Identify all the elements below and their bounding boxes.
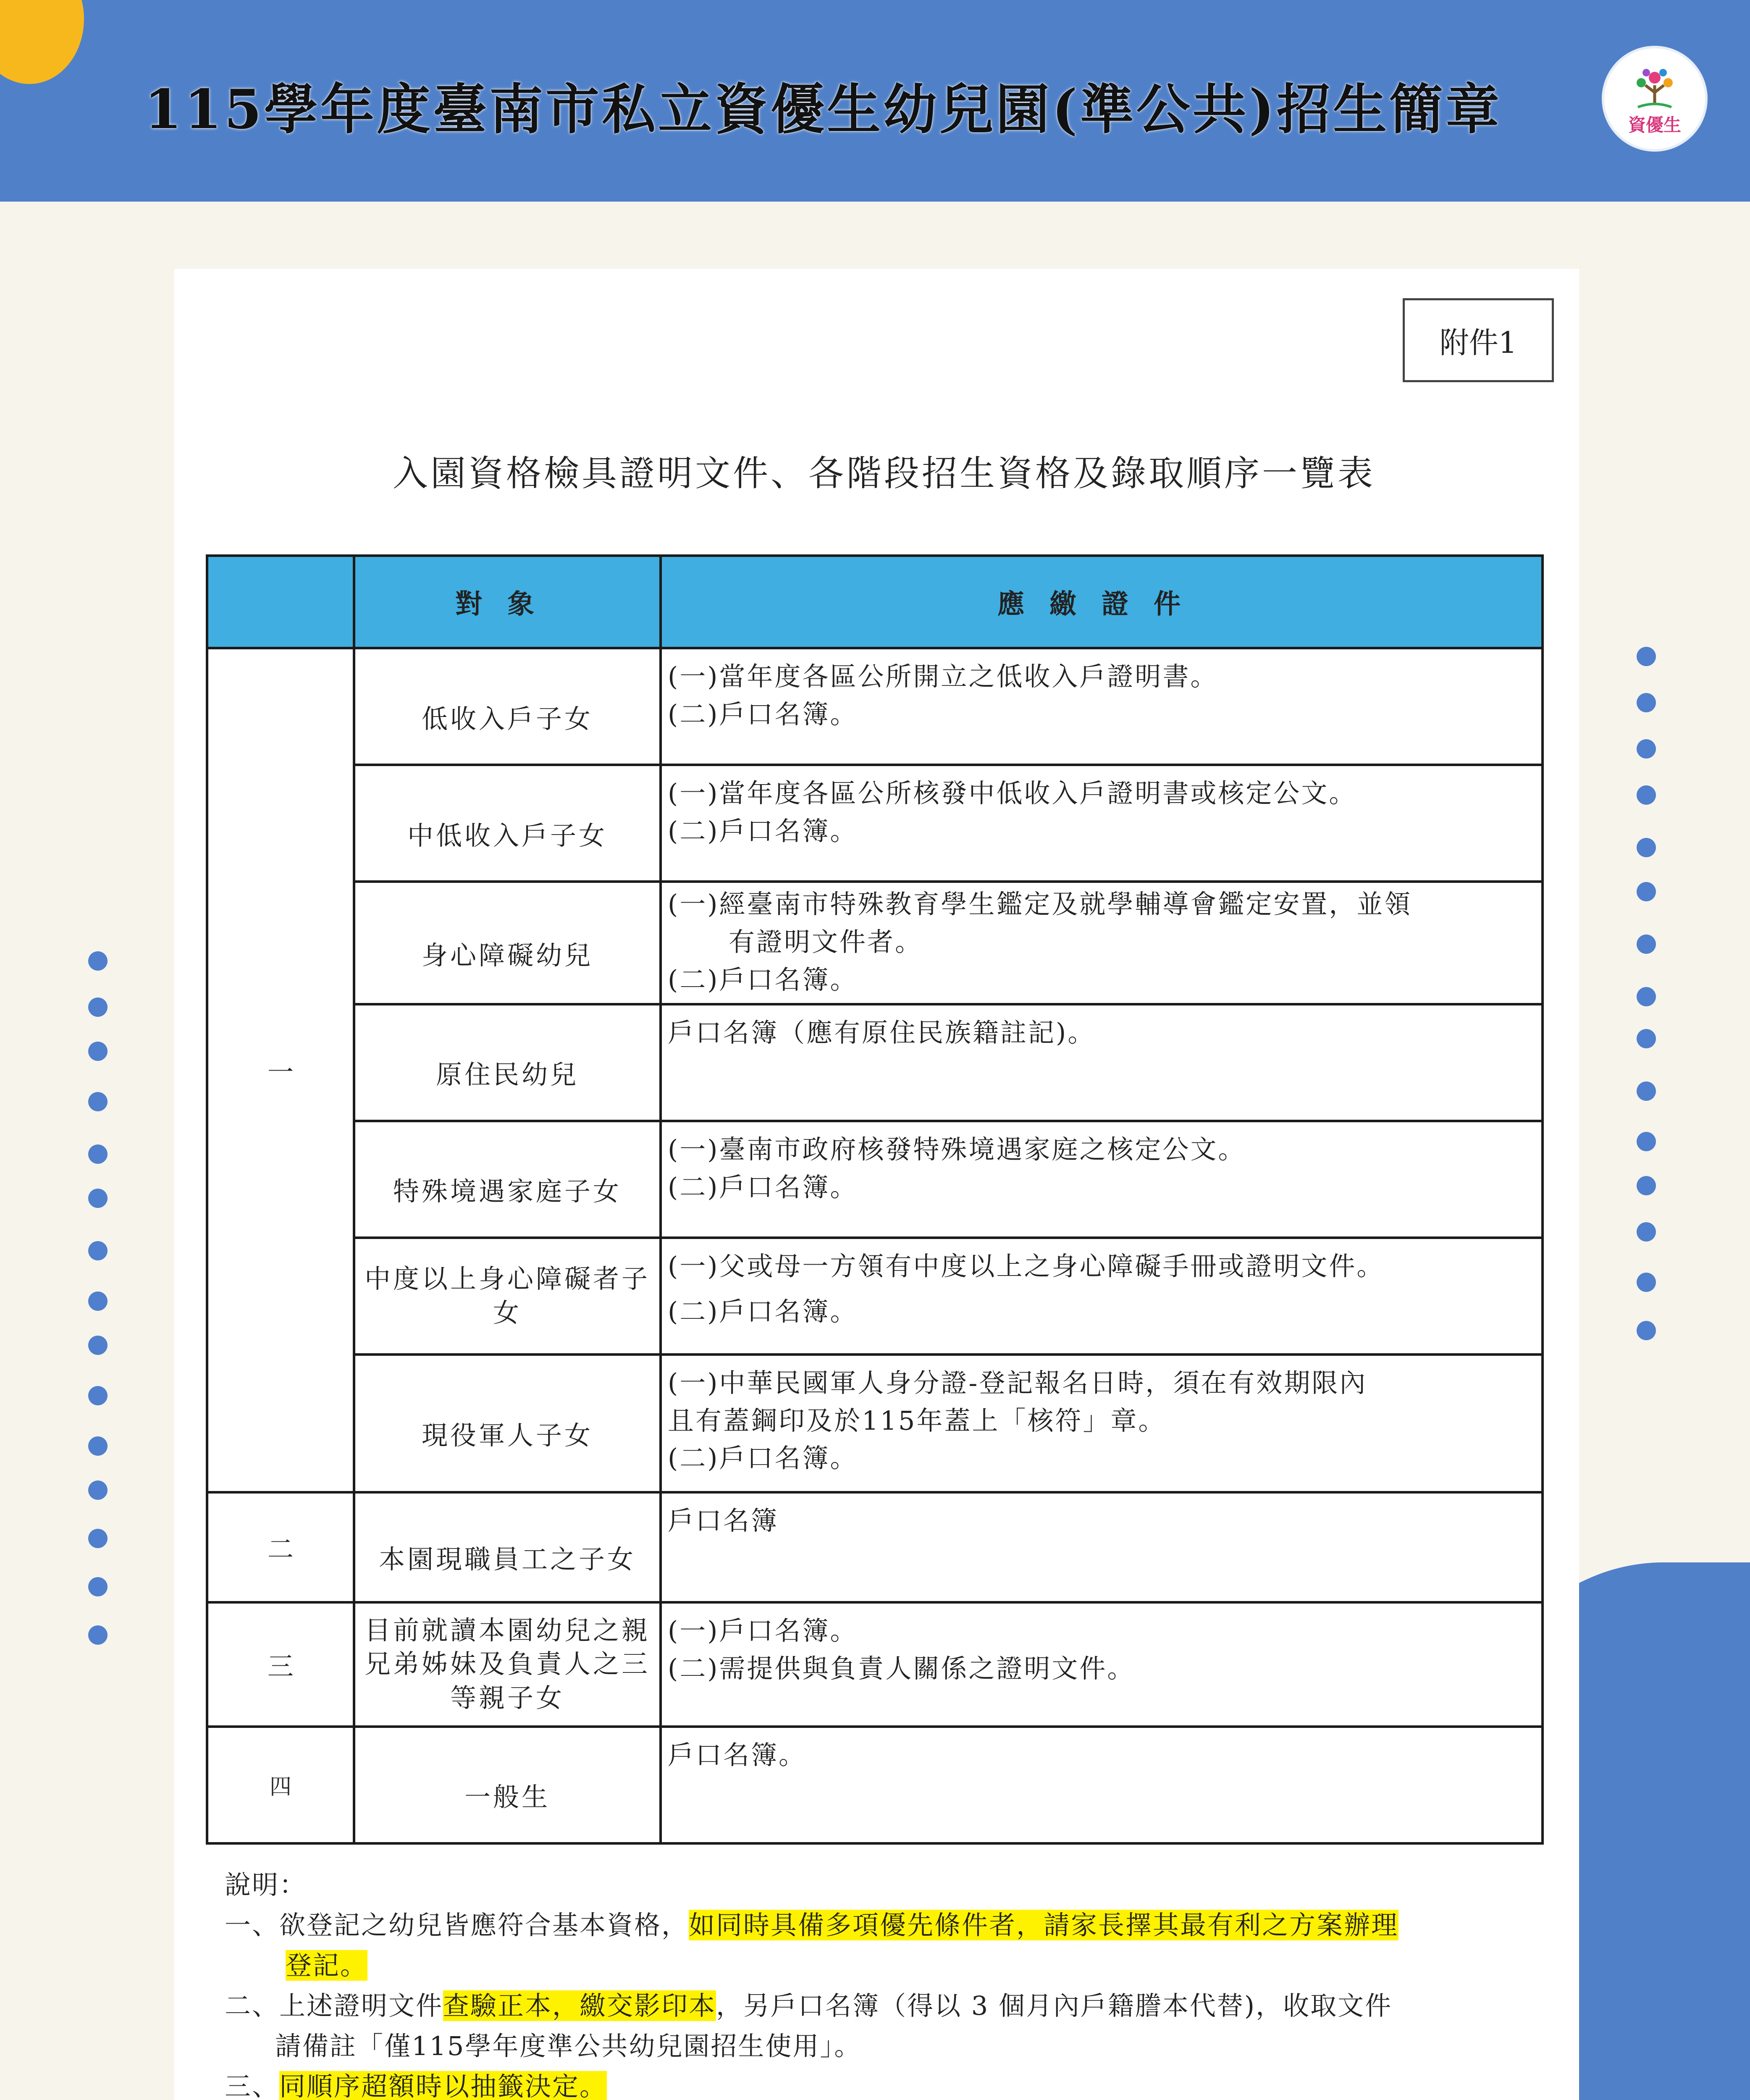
note-2-highlight: 查驗正本，繳交影印本	[443, 1990, 716, 2021]
group-label: 一	[207, 648, 354, 1492]
header-target: 對象	[354, 556, 661, 648]
table-row	[207, 765, 1543, 882]
doc-line: (二)戶口名簿。	[668, 1296, 858, 1327]
dot	[1637, 987, 1656, 1006]
note-3-highlight: 同順序超額時以抽籤決定。	[279, 2071, 607, 2100]
target-cell: 目前就讀本園幼兒之親兄弟姊妹及負責人之三等親子女	[354, 1602, 661, 1727]
notes-section	[225, 1865, 1552, 2100]
target-text: 特殊境遇家庭子女	[393, 1176, 622, 1207]
target-cell	[354, 765, 661, 882]
table-row	[207, 882, 1543, 1004]
dot	[1637, 1082, 1656, 1101]
docs-cell	[661, 1492, 1543, 1602]
note-1-cont	[225, 1945, 1552, 1986]
dot	[88, 1042, 108, 1061]
dot	[88, 951, 108, 971]
table-row	[207, 1602, 1543, 1727]
dot	[1637, 1176, 1656, 1195]
target-cell	[354, 1492, 661, 1602]
requirements-table	[206, 554, 1544, 1845]
dot	[88, 1625, 108, 1645]
dot	[1637, 693, 1656, 712]
doc-line: (一)中華民國軍人身分證-登記報名日時，須在有效期限內	[668, 1367, 1367, 1398]
target-text: 原住民幼兒	[436, 1059, 579, 1090]
doc-line: 有證明文件者。	[729, 926, 923, 957]
doc-line: (二)戶口名簿。	[668, 698, 858, 730]
doc-line: (二)戶口名簿。	[668, 815, 858, 846]
doc-line: (一)當年度各區公所開立之低收入戶證明書。	[668, 661, 1218, 692]
doc-line: 且有蓋鋼印及於115年蓋上「核符」章。	[668, 1405, 1166, 1436]
note-1-highlight: 如同時具備多項優先條件者，請家長擇其最有利之方案辦理	[689, 1910, 1399, 1941]
docs-cell	[661, 648, 1543, 765]
target-cell	[354, 648, 661, 765]
target-text: 現役軍人子女	[421, 1420, 593, 1451]
header-docs: 應繳證件	[661, 556, 1543, 648]
dot	[88, 1189, 108, 1208]
dot	[88, 1436, 108, 1456]
doc-line: (一)臺南市政府核發特殊境遇家庭之核定公文。	[668, 1134, 1246, 1165]
target-cell	[354, 1004, 661, 1121]
target-text: 本園現職員工之子女	[378, 1544, 636, 1575]
docs-cell	[661, 1602, 1543, 1727]
group-label: 四	[207, 1727, 354, 1843]
dot	[1637, 1273, 1656, 1292]
dot	[88, 1292, 108, 1311]
dot	[1637, 1222, 1656, 1242]
dot	[88, 1577, 108, 1596]
doc-line: (二)戶口名簿。	[668, 1443, 858, 1474]
docs-cell	[661, 1004, 1543, 1121]
table-row	[207, 1727, 1543, 1843]
dot	[88, 1480, 108, 1500]
docs-cell	[661, 1238, 1543, 1354]
doc-line: (二)戶口名簿。	[668, 1171, 858, 1202]
dot	[1637, 882, 1656, 901]
dot	[1637, 1321, 1656, 1340]
notes-heading: 說明：	[225, 1869, 307, 1900]
target-cell: 中度以上身心障礙者子女	[354, 1238, 661, 1354]
note-2-suffix: ，另戶口名簿（得以 3 個月內戶籍謄本代替)，收取文件	[716, 1990, 1393, 2021]
dot	[88, 1386, 108, 1405]
doc-line: (一)戶口名簿。	[668, 1615, 858, 1646]
doc-line: (二)需提供與負責人關係之證明文件。	[668, 1653, 1135, 1684]
dot	[88, 998, 108, 1017]
dot	[88, 1241, 108, 1260]
note-2-text: 二、上述證明文件	[225, 1990, 443, 2021]
target-text: 中低收入戶子女	[407, 820, 607, 851]
table-row	[207, 1492, 1543, 1602]
target-text: 身心障礙幼兒	[421, 940, 593, 971]
dot	[88, 1144, 108, 1164]
dot	[88, 1336, 108, 1355]
school-logo	[1604, 48, 1705, 149]
target-cell	[354, 1121, 661, 1238]
table-row	[207, 1004, 1543, 1121]
doc-line: 戶口名簿。	[668, 1739, 807, 1770]
header-group	[207, 556, 354, 648]
docs-cell	[661, 1354, 1543, 1492]
doc-line: 戶口名簿	[668, 1505, 779, 1536]
docs-cell	[661, 1727, 1543, 1843]
annex-label: 附件1	[1403, 298, 1554, 382]
docs-cell	[661, 765, 1543, 882]
table-row	[207, 1121, 1543, 1238]
dot	[1637, 838, 1656, 857]
doc-line: 戶口名簿（應有原住民族籍註記)。	[668, 1017, 1096, 1048]
note-2-line2: 請備註「僅115學年度準公共幼兒園招生使用」。	[275, 2031, 862, 2062]
dot	[1637, 1132, 1656, 1151]
group-label: 二	[207, 1492, 354, 1602]
target-cell	[354, 882, 661, 1004]
dot	[1637, 934, 1656, 954]
page-title: 115學年度臺南市私立資優生幼兒園(準公共)招生簡章	[144, 78, 1502, 141]
note-1-highlight-cont: 登記。	[286, 1950, 368, 1981]
note-1-text: 一、欲登記之幼兒皆應符合基本資格，	[225, 1910, 689, 1941]
table-header-row	[207, 556, 1543, 648]
dot	[88, 1092, 108, 1111]
note-3-text: 三、	[225, 2071, 280, 2100]
table-row	[207, 1238, 1543, 1354]
doc-line: (二)戶口名簿。	[668, 964, 858, 995]
doc-line: (一)當年度各區公所核發中低收入戶證明書或核定公文。	[668, 778, 1357, 808]
target-text: 一般生	[464, 1782, 550, 1813]
table-row	[207, 1354, 1543, 1492]
dot	[1637, 739, 1656, 759]
doc-line: (一)父或母一方領有中度以上之身心障礙手冊或證明文件。	[668, 1250, 1385, 1281]
doc-line: (一)經臺南市特殊教育學生鑑定及就學輔導會鑑定安置，並領	[668, 889, 1412, 919]
dot	[1637, 785, 1656, 805]
document-title: 入園資格檢具證明文件、各階段招生資格及錄取順序一覽表	[392, 453, 1375, 494]
target-cell	[354, 1354, 661, 1492]
table-row	[207, 648, 1543, 765]
dot	[88, 1529, 108, 1548]
docs-cell	[661, 882, 1543, 1004]
docs-cell	[661, 1121, 1543, 1238]
dot	[1637, 647, 1656, 666]
target-text: 低收入戶子女	[421, 703, 593, 734]
group-label: 三	[207, 1602, 354, 1727]
note-3	[225, 2066, 1552, 2100]
note-1	[225, 1905, 1552, 1945]
dot	[1637, 1029, 1656, 1048]
note-2	[225, 1986, 1552, 2026]
document-sheet	[174, 269, 1579, 2100]
header-banner	[0, 0, 1750, 202]
target-cell	[354, 1727, 661, 1843]
logo-text: 資優生	[1628, 115, 1681, 135]
